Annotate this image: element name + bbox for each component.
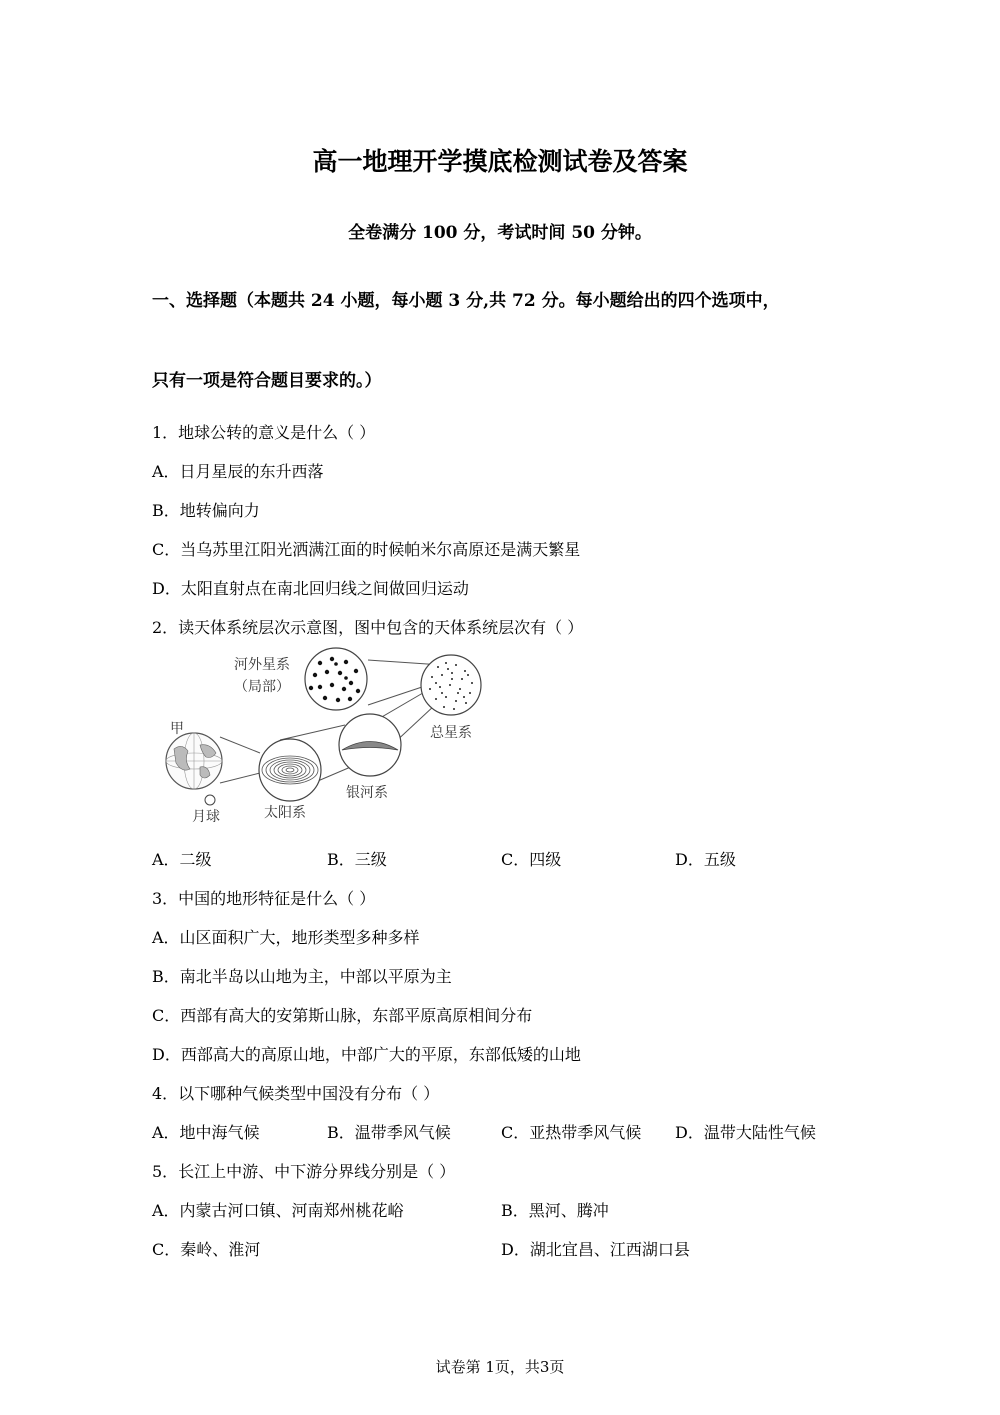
question-3-option-a: A．山区面积广大，地形类型多种多样 bbox=[152, 928, 420, 947]
page-footer: 试卷第 1页，共3页 bbox=[435, 1358, 565, 1376]
question-5-option-a: A．内蒙古河口镇、河南郑州桃花峪 bbox=[152, 1201, 404, 1220]
celestial-system-diagram bbox=[160, 645, 490, 830]
page-title: 高一地理开学摸底检测试卷及答案 bbox=[312, 147, 688, 176]
question-1-option-c: C．当乌苏里江阳光洒满江面的时候帕米尔高原还是满天繁星 bbox=[152, 540, 581, 559]
label-extragalactic-galaxy: 河外星系 bbox=[234, 657, 290, 673]
question-4-option-c: C．亚热带季风气候 bbox=[501, 1123, 642, 1142]
label-moon: 月球 bbox=[192, 809, 220, 825]
question-3-stem: 3．中国的地形特征是什么（ ） bbox=[152, 889, 376, 908]
question-1-option-a: A．日月星辰的东升西落 bbox=[152, 462, 324, 481]
solar-system-circle bbox=[259, 739, 321, 801]
question-1-option-b: B．地转偏向力 bbox=[152, 501, 260, 520]
question-4-stem: 4．以下哪种气候类型中国没有分布（ ） bbox=[152, 1084, 440, 1103]
moon-circle bbox=[205, 795, 215, 805]
question-5-option-b: B．黑河、腾冲 bbox=[501, 1201, 609, 1220]
connector-line bbox=[280, 725, 345, 740]
label-total-galaxy: 总星系 bbox=[430, 725, 472, 741]
question-3-option-b: B．南北半岛以山地为主，中部以平原为主 bbox=[152, 967, 452, 986]
question-1-option-d: D．太阳直射点在南北回归线之间做回归运动 bbox=[152, 579, 469, 598]
question-2-option-c: C．四级 bbox=[501, 850, 562, 869]
section-heading-line-2: 只有一项是符合题目要求的。） bbox=[152, 371, 382, 391]
question-4-option-b: B．温带季风气候 bbox=[327, 1123, 451, 1142]
section-heading-line-1: 一、选择题（本题共 24 小题，每小题 3 分,共 72 分。每小题给出的四个选项中， bbox=[152, 291, 780, 311]
question-2-stem: 2．读天体系统层次示意图，图中包含的天体系统层次有（ ） bbox=[152, 618, 584, 637]
question-3-option-d: D．西部高大的高原山地，中部广大的平原，东部低矮的山地 bbox=[152, 1045, 581, 1064]
connector-line bbox=[220, 773, 260, 783]
question-5-option-c: C．秦岭、淮河 bbox=[152, 1240, 261, 1259]
label-extragalactic-galaxy-partial: （局部） bbox=[234, 679, 290, 695]
question-5-option-d: D．湖北宜昌、江西湖口县 bbox=[501, 1240, 690, 1259]
question-4-option-a: A．地中海气候 bbox=[152, 1123, 260, 1142]
label-milky-way: 银河系 bbox=[346, 785, 388, 801]
question-1-stem: 1．地球公转的意义是什么（ ） bbox=[152, 423, 376, 442]
exam-info: 全卷满分 100 分，考试时间 50 分钟。 bbox=[348, 223, 652, 243]
question-4-option-d: D．温带大陆性气候 bbox=[675, 1123, 816, 1142]
label-solar-system: 太阳系 bbox=[264, 805, 306, 821]
label-jia: 甲 bbox=[170, 721, 184, 737]
connector-line bbox=[220, 737, 260, 753]
question-3-option-c: C．西部有高大的安第斯山脉，东部平原高原相间分布 bbox=[152, 1006, 533, 1025]
question-2-option-d: D．五级 bbox=[675, 850, 736, 869]
question-2-option-a: A．二级 bbox=[152, 850, 212, 869]
question-2-option-b: B．三级 bbox=[327, 850, 387, 869]
question-5-stem: 5．长江上中游、中下游分界线分别是（ ） bbox=[152, 1162, 456, 1181]
